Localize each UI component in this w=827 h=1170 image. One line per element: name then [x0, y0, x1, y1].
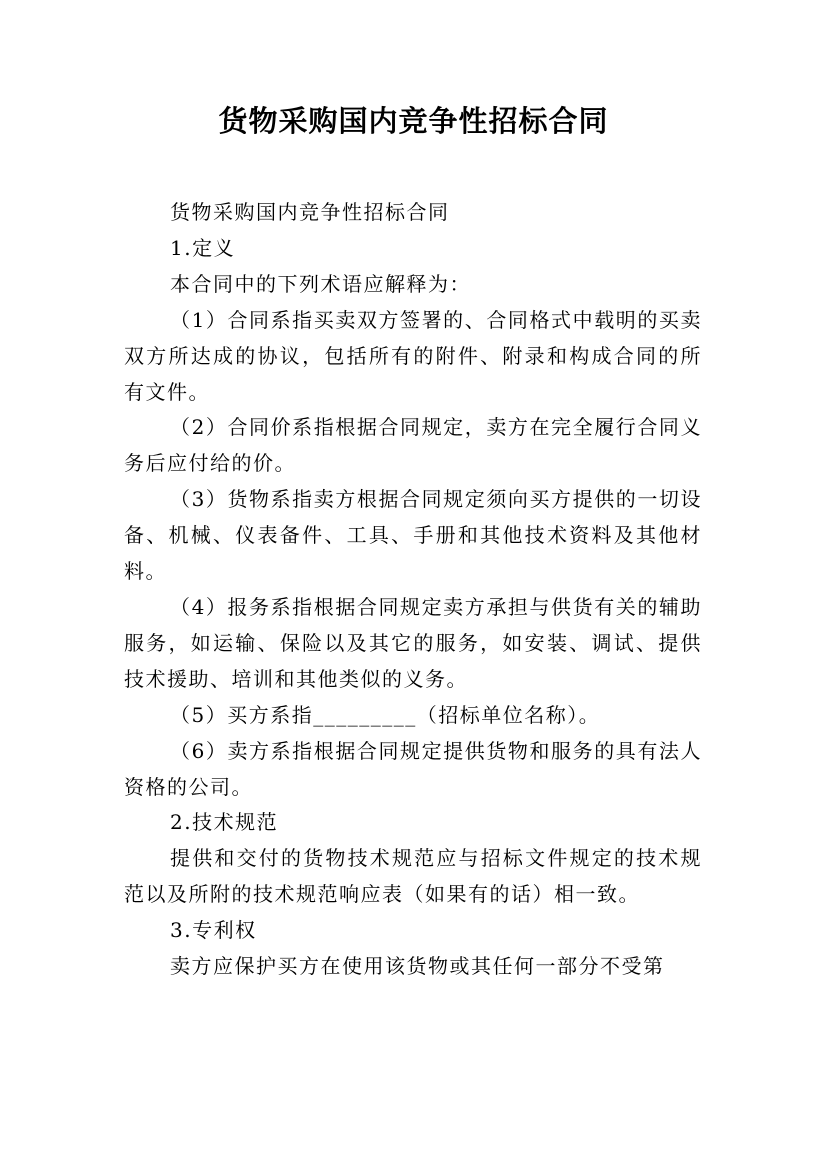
paragraph-definition-buyer: （5）买方系指_________（招标单位名称）。 [170, 702, 601, 727]
paragraph-definitions-intro: 本合同中的下列术语应解释为： [170, 271, 471, 296]
section-heading-patent: 3.专利权 [170, 918, 257, 943]
paragraph-definition-goods: （3）货物系指卖方根据合同规定须向买方提供的一切设备、机械、仪表备件、工具、手册和其他技术资料及其他材料。 [124, 487, 702, 584]
paragraph-definition-services: （4）报务系指根据合同规定卖方承担与供货有关的辅助服务，如运输、保险以及其它的服务，如安装、调试、提供技术援助、培训和其他类似的义务。 [124, 594, 702, 691]
paragraph-definition-contract: （1）合同系指买卖双方签署的、合同格式中载明的买卖双方所达成的协议，包括所有的附件、附录和构成合同的所有文件。 [124, 307, 702, 404]
section-heading-definitions: 1.定义 [170, 235, 236, 260]
paragraph-definition-contract-price: （2）合同价系指根据合同规定，卖方在完全履行合同义务后应付给的价。 [124, 415, 702, 476]
paragraph-heading-repeat: 货物采购国内竞争性招标合同 [170, 200, 450, 224]
document-body [124, 195, 702, 985]
paragraph-definition-seller: （6）卖方系指根据合同规定提供货物和服务的具有法人资格的公司。 [124, 738, 702, 799]
paragraph-patent: 卖方应保护买方在使用该货物或其任何一部分不受第 [170, 954, 665, 979]
section-heading-technical-specs: 2.技术规范 [170, 810, 279, 835]
paragraph-technical-specs: 提供和交付的货物技术规范应与招标文件规定的技术规范以及所附的技术规范响应表（如果有的话）相一致。 [124, 846, 702, 907]
document-title: 货物采购国内竞争性招标合同 [218, 104, 609, 138]
